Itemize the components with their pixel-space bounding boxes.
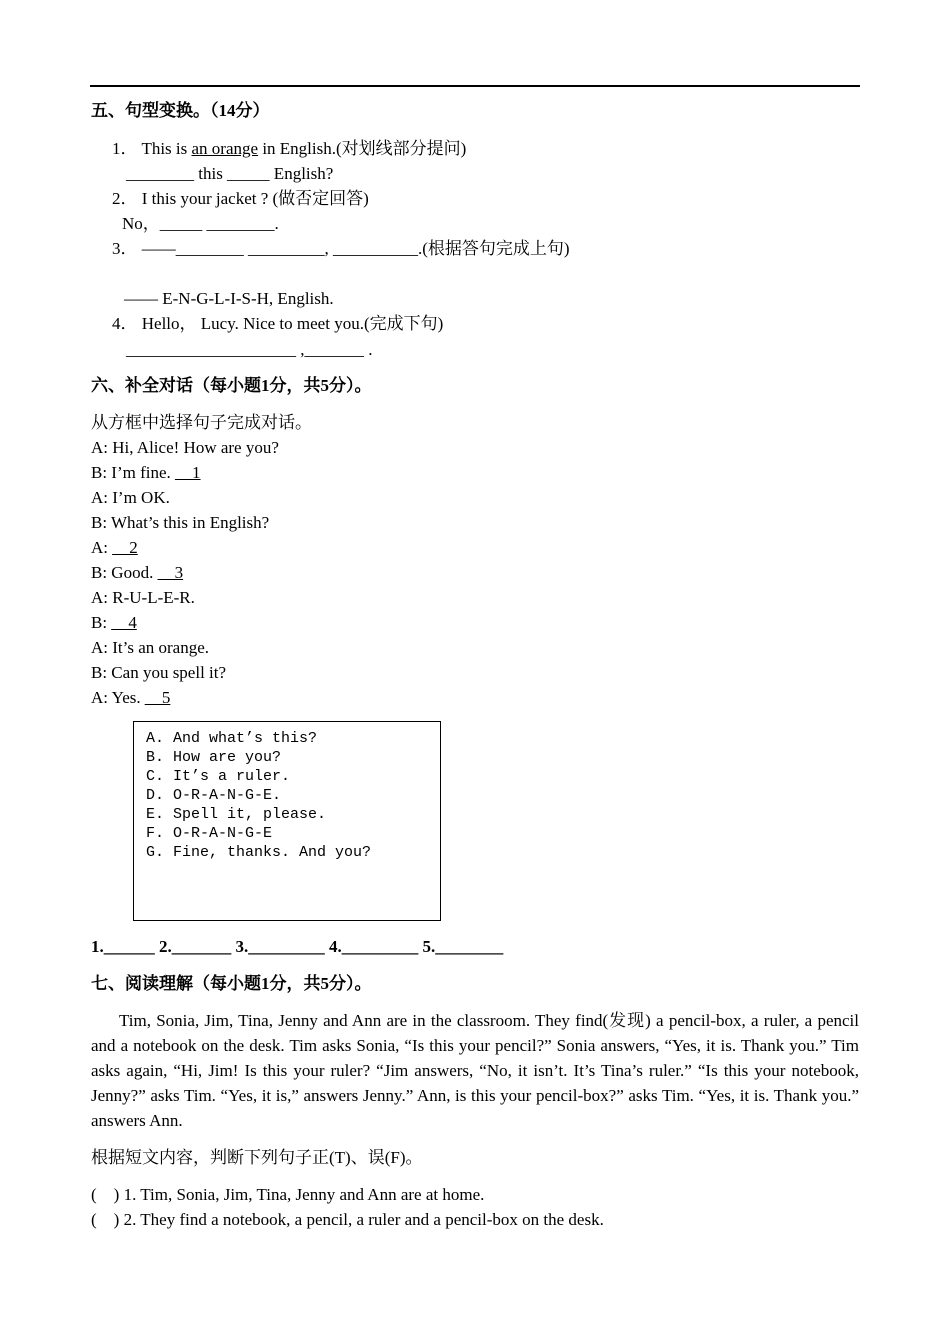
question-3 [112, 239, 570, 259]
dialogue-text: B: Good. [91, 563, 158, 582]
dialogue-line [91, 663, 226, 683]
answer-line-3: —— E-N-G-L-I-S-H, English. [124, 289, 334, 308]
question-number: 4． [112, 314, 138, 333]
dialogue-text: A: I’m OK. [91, 488, 170, 507]
section6-title: 六、补全对话（每小题1分，共5分）。 [91, 376, 372, 395]
dialogue-blank[interactable]: __5 [144, 688, 171, 707]
dialogue-blank[interactable]: __4 [111, 613, 137, 632]
answer-blanks-line[interactable]: 1.______ 2._______ 3._________ 4._________ 5.________ [91, 937, 504, 956]
dialogue-text: A: R-U-L-E-R. [91, 588, 195, 607]
dialogue-line [91, 463, 201, 483]
option-item: F. O-R-A-N-G-E [146, 825, 273, 842]
dialogue-text: A: [91, 538, 113, 557]
dialogue-blank[interactable]: __2 [112, 538, 138, 557]
dialogue-text: B: I’m fine. [91, 463, 176, 482]
question-1 [112, 139, 466, 159]
question-number: 3． [112, 239, 138, 258]
dialogue-line [91, 638, 209, 658]
dialogue-line [91, 513, 269, 533]
reading-passage: Tim, Sonia, Jim, Tina, Jenny and Ann are in the classroom. They find(发现) a pencil-box, a ruler, a pencil and a notebook on the desk. Tim asks Sonia, “Is this your pencil?” Sonia answers, “Yes, it is. Thank you.” Tim asks again, “Hi, Jim! Is this your ruler? “Jim answers, “No, it isn’t. It’s Tina’s ruler.” “Is this your notebook, Jenny?” asks Tim. “Yes, it is,” answers Jenny.” Ann, is this your pencil-box?” asks Tim. “Yes, it is. Thank you.” answers Ann. [91, 1011, 859, 1130]
underlined-phrase: an orange [191, 139, 259, 158]
answer-line-2: No，_____ ________. [122, 214, 279, 233]
question-text-pre: This is [141, 139, 192, 158]
answer-line-1: ________ this _____ English? [126, 164, 334, 183]
question-number: 2． [112, 189, 138, 208]
section5-title: 五、句型变换。（14分） [91, 101, 270, 120]
dialogue-text: A: Yes. [91, 688, 145, 707]
question-text: ——________ _________, __________.(根据答句完成上句) [141, 239, 570, 258]
dialogue-line [91, 438, 279, 458]
tf-item[interactable]: ( ) 2. They find a notebook, a pencil, a ruler and a pencil-box on the desk. [91, 1210, 604, 1229]
section7-instruction: 根据短文内容，判断下列句子正(T)、误(F)。 [91, 1148, 423, 1167]
question-4 [112, 314, 443, 334]
question-text: Hello， Lucy. Nice to meet you.(完成下句) [141, 314, 444, 333]
tf-item[interactable]: ( ) 1. Tim, Sonia, Jim, Tina, Jenny and Ann are at home. [91, 1185, 485, 1204]
dialogue-blank[interactable]: __3 [157, 563, 184, 582]
dialogue-text: B: What’s this in English? [91, 513, 270, 532]
dialogue-text: A: Hi, Alice! How are you? [91, 438, 279, 457]
option-item: G. Fine, thanks. And you? [146, 844, 372, 861]
question-number: 1． [112, 139, 138, 158]
question-2 [112, 189, 369, 209]
question-text: I this your jacket ? (做否定回答) [141, 189, 369, 208]
question-text-post: in English.(对划线部分提问) [258, 139, 467, 158]
dialogue-line [91, 613, 137, 633]
section7-title: 七、阅读理解（每小题1分，共5分）。 [91, 974, 372, 993]
dialogue-line [91, 563, 183, 583]
option-item: D. O-R-A-N-G-E. [146, 787, 282, 804]
section6-instruction: 从方框中选择句子完成对话。 [91, 413, 312, 432]
header-rule [90, 85, 860, 87]
dialogue-text: A: It’s an orange. [91, 638, 210, 657]
dialogue-text: B: [91, 613, 112, 632]
dialogue-text: B: Can you spell it? [91, 663, 227, 682]
dialogue-line [91, 688, 170, 708]
dialogue-blank[interactable]: __1 [175, 463, 201, 482]
option-item: E. Spell it, please. [146, 806, 327, 823]
dialogue-line [91, 588, 195, 608]
option-item: C. It’s a ruler. [146, 768, 291, 785]
option-item: B. How are you? [146, 749, 282, 766]
dialogue-line [91, 538, 138, 558]
option-item: A. And what’s this? [146, 730, 318, 747]
dialogue-line [91, 488, 170, 508]
answer-line-4: ____________________ ,_______ . [126, 340, 373, 359]
